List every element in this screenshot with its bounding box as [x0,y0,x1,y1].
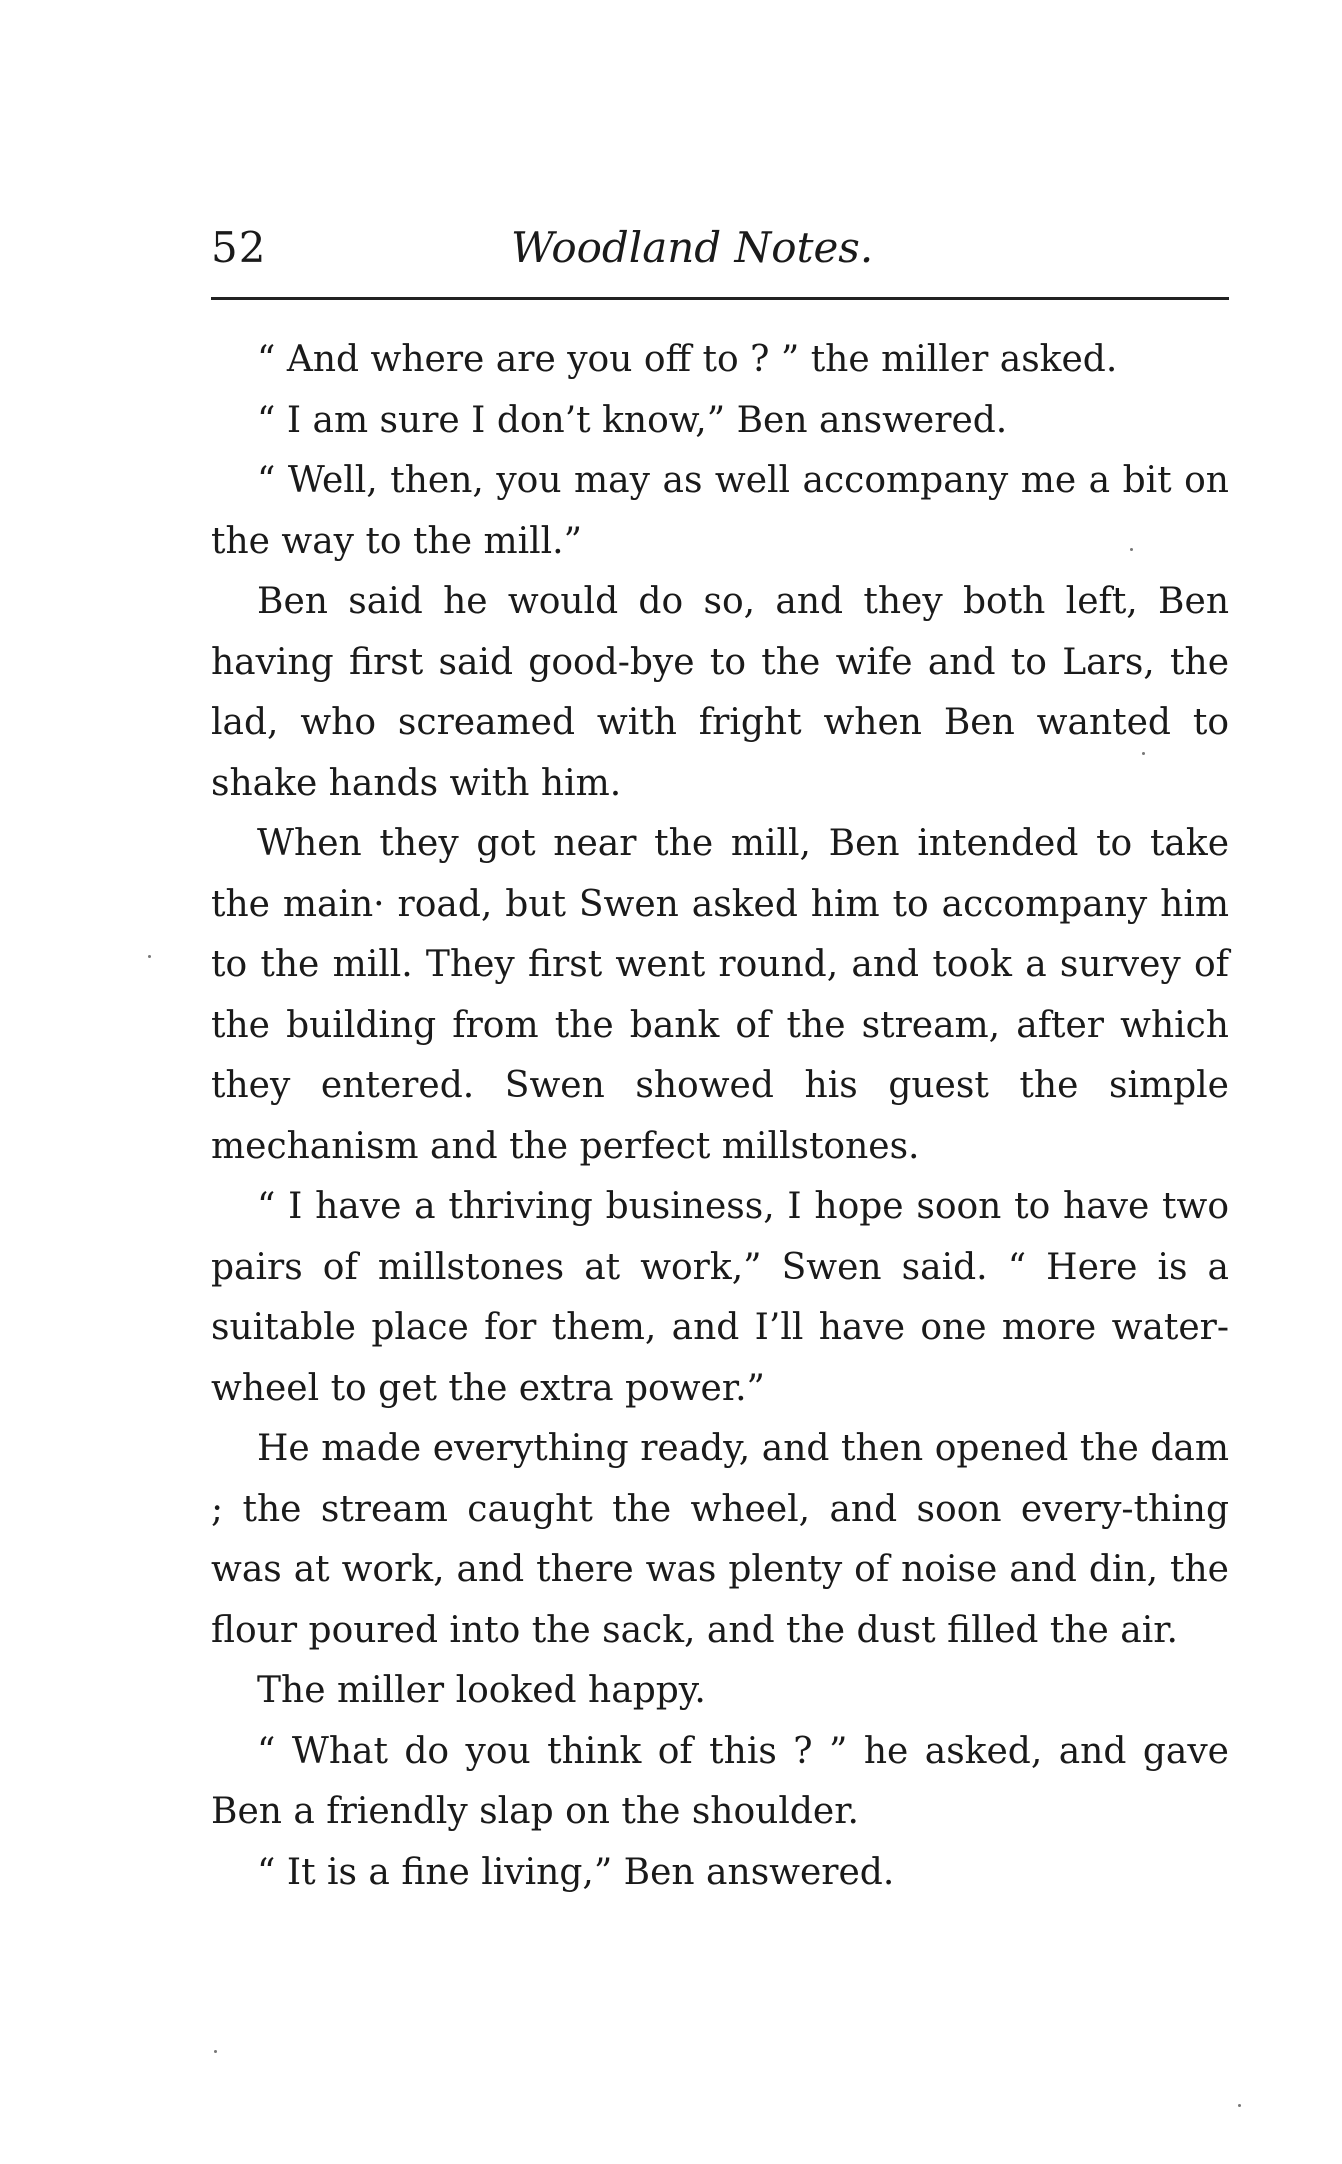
paragraph: When they got near the mill, Ben intended to take the main· road, but Swen asked him to accompany him to the mill. They first went round, and took a survey of the building from the bank of the stream, after which they entered. Swen showed his guest the simple mechanism and the perfect millstones. [211,823,1229,1167]
paragraph: “ It is a fine living,” Ben answered. [257,1851,895,1893]
print-speck [214,2050,217,2053]
page-number: 52 [211,223,267,272]
paragraph: “ I am sure I don’t know,” Ben answered. [257,399,1008,441]
paragraph: “ And where are you off to ? ” the miller asked. [257,339,1118,380]
paragraph: “ Well, then, you may as well accompany me a bit on the way to the mill.” [211,460,1229,562]
print-speck [1142,752,1145,755]
paragraph: Ben said he would do so, and they both left, Ben having first said good-bye to the wife and to Lars, the lad, who screamed with fright when Ben wanted to shake hands with him. [211,581,1229,804]
paragraph: The miller looked happy. [257,1670,706,1711]
print-speck [1238,2104,1241,2107]
page-header [211,218,1227,278]
paragraph: “ What do you think of this ? ” he asked, and gave Ben a friendly slap on the shoulder. [211,1730,1229,1832]
print-speck [1130,548,1133,551]
print-speck [148,955,151,958]
paragraph: “ I have a thriving business, I hope soon to have two pairs of millstones at work,” Swen said. “ Here is a suitable place for them, and I’ll have one more water-wheel to get the extra power.” [211,1186,1229,1409]
running-title: Woodland Notes. [511,223,874,272]
paragraph: He made everything ready, and then opened the dam ; the stream caught the wheel, and soon every-thing was at work, and there was plenty of noise and din, the flour poured into the sack, and the dust filled the air. [211,1428,1229,1651]
body-text [211,330,1229,1903]
header-rule [211,297,1229,300]
